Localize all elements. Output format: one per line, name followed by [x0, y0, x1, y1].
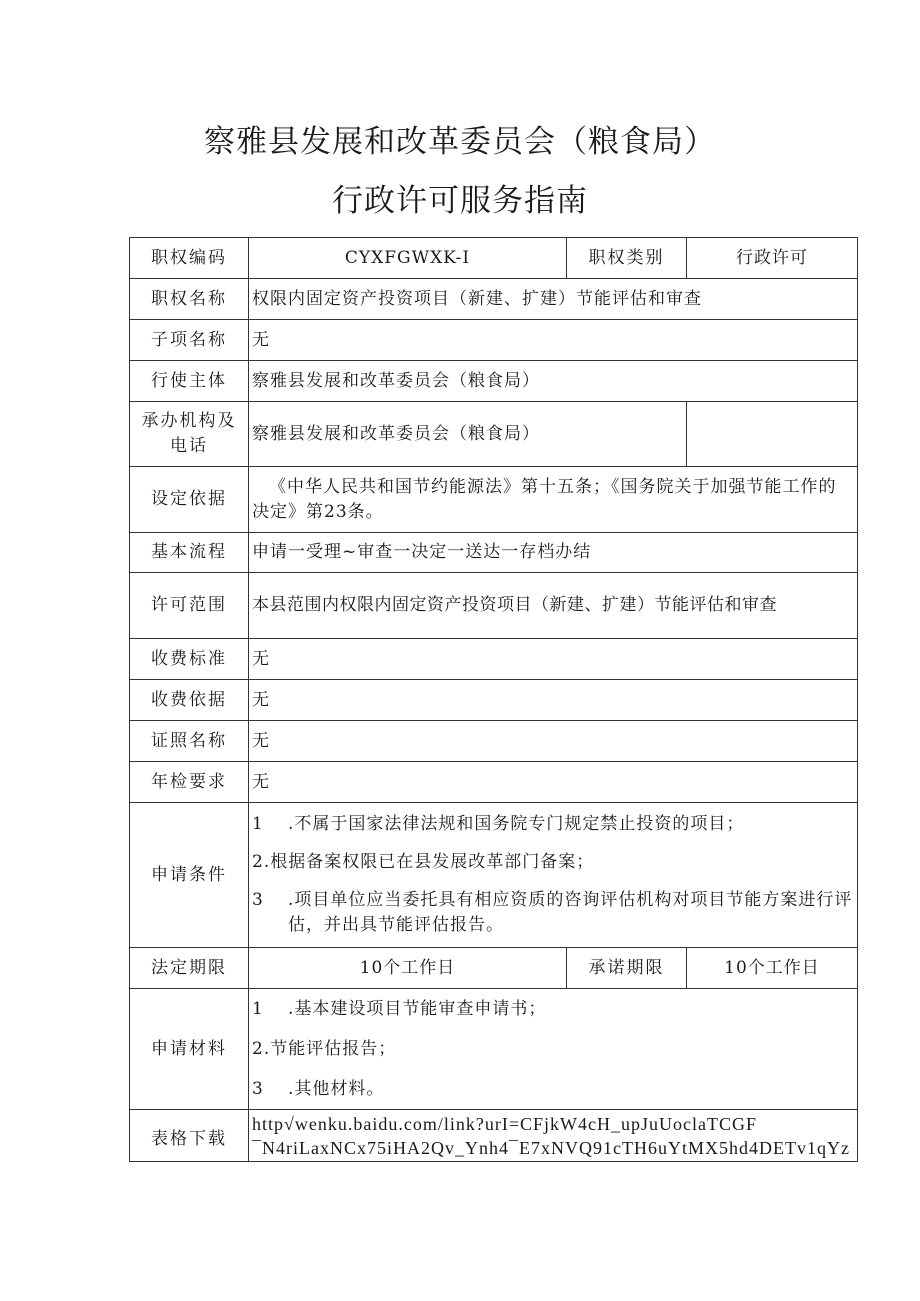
- category-value: 行政许可: [687, 238, 858, 279]
- agency-value: 察雅县发展和改革委员会（粮食局）: [249, 402, 687, 467]
- row-fee-standard: [130, 639, 858, 680]
- service-guide-table: [129, 237, 858, 1162]
- process-value: 申请一受理~审查一决定一送达一存档办结: [249, 533, 858, 573]
- document-title-line1: 察雅县发展和改革委员会（粮食局）: [204, 124, 716, 160]
- scope-label: 许可范围: [130, 573, 249, 639]
- code-label: 职权编码: [130, 238, 249, 279]
- download-link-line1[interactable]: http√wenku.baidu.com/link?urI=CFjkW4cH_upJuUoclaTCGF: [252, 1113, 757, 1134]
- row-code: [130, 238, 858, 279]
- row-inspection: [130, 762, 858, 803]
- fee-standard-label: 收费标准: [130, 639, 249, 680]
- material-item-2: 2 .节能评估报告；: [252, 1038, 397, 1059]
- basis-label: 设定依据: [130, 467, 249, 533]
- legal-period-label: 法定期限: [130, 948, 249, 989]
- row-process: [130, 533, 858, 573]
- materials-label: 申请材料: [130, 989, 249, 1110]
- agency-label-line1: 承办机构及: [141, 411, 237, 431]
- promised-period-value: 10个工作日: [687, 948, 858, 989]
- material-item-1: 1 .基本建设项目节能审查申请书；: [252, 998, 547, 1019]
- promised-period-label: 承诺期限: [567, 948, 687, 989]
- row-scope: [130, 573, 858, 639]
- process-label: 基本流程: [130, 533, 249, 573]
- fee-basis-value: 无: [249, 680, 858, 721]
- inspection-value: 无: [249, 762, 858, 803]
- row-basis: [130, 467, 858, 533]
- subject-label: 行使主体: [130, 361, 249, 402]
- fee-standard-value: 无: [249, 639, 858, 680]
- license-value: 无: [249, 721, 858, 762]
- download-link-line2[interactable]: ¯N4riLaxNCx75iHA2Qv_Ynh4¯E7xNVQ91cTH6uYtMX5hd4DETv1qYz: [252, 1137, 850, 1158]
- fee-basis-label: 收费依据: [130, 680, 249, 721]
- row-agency: [130, 402, 858, 467]
- row-fee-basis: [130, 680, 858, 721]
- row-name: [130, 279, 858, 320]
- category-label: 职权类别: [567, 238, 687, 279]
- condition-item-3: 3 .项目单位应当委托具有相应资质的咨询评估机构对项目节能方案进行评估，并出具节能评估报告。: [252, 890, 853, 935]
- row-period: [130, 948, 858, 989]
- row-subject: [130, 361, 858, 402]
- subitem-label: 子项名称: [130, 320, 249, 361]
- name-label: 职权名称: [130, 279, 249, 320]
- scope-value: 本县范围内权限内固定资产投资项目（新建、扩建）节能评估和审查: [249, 573, 858, 639]
- materials-list: [249, 989, 858, 1110]
- download-link[interactable]: [249, 1110, 858, 1162]
- row-subitem: [130, 320, 858, 361]
- row-download: [130, 1110, 858, 1162]
- license-label: 证照名称: [130, 721, 249, 762]
- subitem-value: 无: [249, 320, 858, 361]
- inspection-label: 年检要求: [130, 762, 249, 803]
- agency-label: [130, 402, 249, 467]
- condition-item-1: 1 .不属于国家法律法规和国务院专门规定禁止投资的项目；: [252, 814, 745, 834]
- agency-label-line2: 电话: [170, 436, 208, 456]
- condition-item-2: 2 .根据备案权限已在县发展改革部门备案；: [252, 852, 595, 872]
- name-value: 权限内固定资产投资项目（新建、扩建）节能评估和审查: [249, 279, 858, 320]
- conditions-list: [249, 803, 858, 948]
- row-conditions: [130, 803, 858, 948]
- document-title-line2: 行政许可服务指南: [332, 183, 588, 219]
- subject-value: 察雅县发展和改革委员会（粮食局）: [249, 361, 858, 402]
- agency-phone: [687, 402, 858, 467]
- code-value: CYXFGWXK-I: [249, 238, 567, 279]
- legal-period-value: 10个工作日: [249, 948, 567, 989]
- basis-value: 《中华人民共和国节约能源法》第十五条；《国务院关于加强节能工作的决定》第23条。: [249, 467, 858, 533]
- row-license: [130, 721, 858, 762]
- material-item-3: 3 .其他材料。: [252, 1078, 385, 1099]
- download-label: 表格下载: [130, 1110, 249, 1162]
- row-materials: [130, 989, 858, 1110]
- conditions-label: 申请条件: [130, 803, 249, 948]
